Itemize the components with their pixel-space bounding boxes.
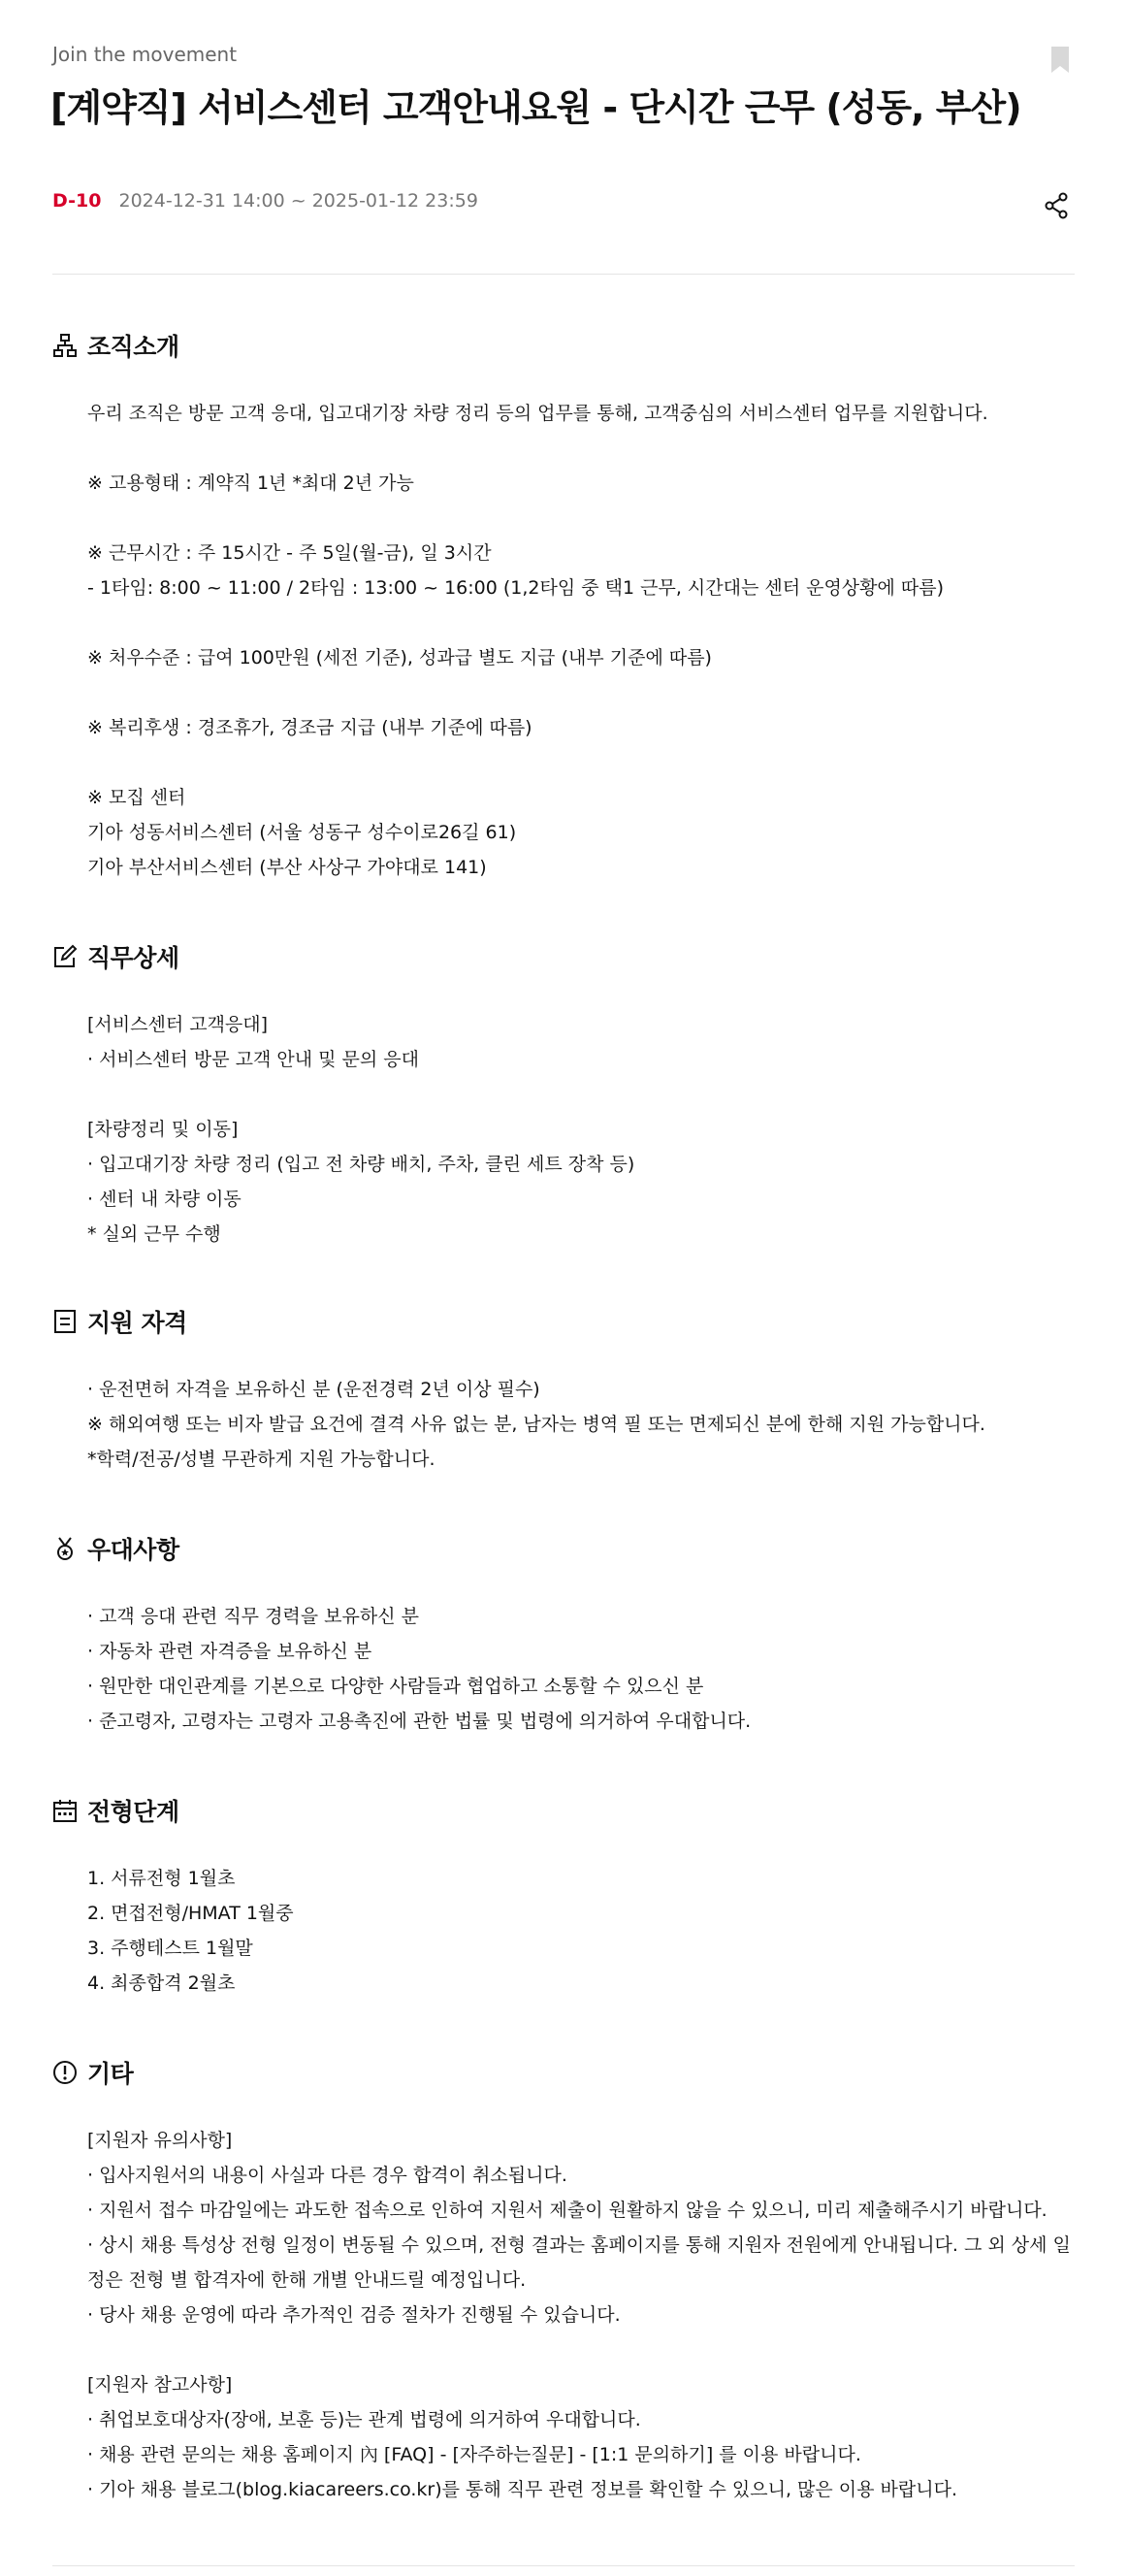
section-etc-body [87, 2123, 1077, 2507]
body-line: ※ 고용형태 : 계약직 1년 *최대 2년 가능 [87, 473, 414, 494]
info-icon [52, 2060, 78, 2085]
section-preference-body [87, 1599, 1077, 1739]
body-line [87, 605, 1077, 640]
body-line: · 원만한 대인관계를 기본으로 다양한 사람들과 협업하고 소통할 수 있으신 분 [87, 1676, 704, 1697]
body-line: ※ 해외여행 또는 비자 발급 요건에 결격 사유 없는 분, 남자는 병역 필 또는 면제되신 분에 한해 지원 가능합니다. [87, 1414, 985, 1435]
top-label: Join the movement [52, 43, 238, 66]
edit-icon [52, 944, 78, 969]
body-line: *학력/전공/성별 무관하게 지원 가능합니다. [87, 1449, 435, 1470]
section-title: 전형단계 [87, 1798, 179, 1826]
body-line [87, 501, 1077, 536]
body-line: · 서비스센터 방문 고객 안내 및 문의 응대 [87, 1049, 419, 1070]
body-line: ※ 처우수준 : 급여 100만원 (세전 기준), 성과급 별도 지급 (내부 기준에 따름) [87, 647, 712, 668]
calendar-icon [52, 1798, 78, 1823]
body-line: · 채용 관련 문의는 채용 홈페이지 內 [FAQ] - [자주하는질문] - [1:1 문의하기] 를 이용 바랍니다. [87, 2444, 861, 2465]
body-line: 1. 서류전형 1월초 [87, 1868, 236, 1889]
body-line: · 입고대기장 차량 정리 (입고 전 차량 배치, 주차, 클린 세트 장착 등) [87, 1154, 635, 1175]
application-period: 2024-12-31 14:00 ~ 2025-01-12 23:59 [118, 190, 478, 212]
body-line: · 자동차 관련 자격증을 보유하신 분 [87, 1641, 372, 1662]
body-line [87, 745, 1077, 780]
body-line: · 운전면허 자격을 보유하신 분 (운전경력 2년 이상 필수) [87, 1379, 540, 1400]
dday-badge: D-10 [52, 190, 102, 212]
share-icon[interactable] [1044, 192, 1069, 219]
section-org-intro-header [52, 328, 179, 363]
section-etc-header [52, 2055, 133, 2090]
body-line: · 준고령자, 고령자는 고령자 고용촉진에 관한 법률 및 법령에 의거하여 우대합니다. [87, 1711, 752, 1732]
body-line: · 입사지원서의 내용이 사실과 다른 경우 합격이 취소됩니다. [87, 2165, 567, 2186]
section-title: 직무상세 [87, 944, 179, 972]
section-org-intro-body [87, 396, 1077, 885]
body-line: · 당사 채용 운영에 따라 추가적인 검증 절차가 진행될 수 있습니다. [87, 2304, 621, 2326]
document-icon [52, 1309, 78, 1334]
body-line: · 취업보호대상자(장애, 보훈 등)는 관계 법령에 의거하여 우대합니다. [87, 2409, 641, 2430]
body-line: · 지원서 접수 마감일에는 과도한 접속으로 인하여 지원서 제출이 원활하지 않을 수 있으니, 미리 제출해주시기 바랍니다. [87, 2200, 1047, 2221]
page-title: [계약직] 서비스센터 고객안내요원 - 단시간 근무 (성동, 부산) [50, 86, 1021, 129]
body-line: · 고객 응대 관련 직무 경력을 보유하신 분 [87, 1606, 419, 1627]
posting-meta [52, 190, 478, 212]
bookmark-icon[interactable] [1049, 47, 1071, 74]
body-line: [지원자 참고사항] [87, 2374, 233, 2396]
body-line [87, 2332, 1077, 2367]
body-line: ※ 모집 센터 [87, 787, 186, 808]
body-line [87, 675, 1077, 710]
section-process-header [52, 1793, 179, 1828]
section-process-body [87, 1861, 1077, 2001]
footer-divider [52, 2565, 1075, 2566]
body-line: · 상시 채용 특성상 전형 일정이 변동될 수 있으며, 전형 결과는 홈페이지를 통해 지원자 전원에게 안내됩니다. 그 외 상세 일정은 전형 별 합격자에 한해 개별 안내드릴 예정입니다. [87, 2234, 1071, 2291]
body-line: [서비스센터 고객응대] [87, 1014, 269, 1035]
body-line: · 기아 채용 블로그(blog.kiacareers.co.kr)를 통해 직무 관련 정보를 확인할 수 있으니, 많은 이용 바랍니다. [87, 2479, 957, 2500]
medal-icon [52, 1536, 78, 1561]
body-line: 기아 성동서비스센터 (서울 성동구 성수이로26길 61) [87, 822, 517, 843]
body-line: 2. 면접전형/HMAT 1월중 [87, 1903, 294, 1924]
body-line: · 센터 내 차량 이동 [87, 1189, 242, 1210]
body-line: 우리 조직은 방문 고객 응대, 입고대기장 차량 정리 등의 업무를 통해, 고객중심의 서비스센터 업무를 지원합니다. [87, 403, 988, 424]
section-qualification-body [87, 1372, 1077, 1477]
header-divider [52, 274, 1075, 275]
section-title: 우대사항 [87, 1536, 179, 1564]
org-chart-icon [52, 333, 78, 358]
body-line: [지원자 유의사항] [87, 2130, 233, 2151]
body-line: 기아 부산서비스센터 (부산 사상구 가야대로 141) [87, 857, 487, 878]
body-line: [차량정리 및 이동] [87, 1119, 239, 1140]
section-title: 기타 [87, 2060, 134, 2088]
body-line: - 1타임: 8:00 ~ 11:00 / 2타임 : 13:00 ~ 16:00 (1,2타임 중 택1 근무, 시간대는 센터 운영상황에 따름) [87, 577, 945, 599]
body-line: * 실외 근무 수행 [87, 1223, 221, 1245]
body-line: 4. 최종합격 2월초 [87, 1973, 236, 1994]
body-line [87, 1077, 1077, 1112]
body-line [87, 431, 1077, 466]
body-line: ※ 근무시간 : 주 15시간 - 주 5일(월-금), 일 3시간 [87, 542, 492, 564]
section-job-detail-header [52, 939, 179, 974]
section-title: 조직소개 [87, 333, 179, 361]
section-title: 지원 자격 [87, 1309, 187, 1337]
section-job-detail-body [87, 1007, 1077, 1252]
section-qualification-header [52, 1304, 187, 1339]
body-line: 3. 주행테스트 1월말 [87, 1938, 253, 1959]
section-preference-header [52, 1531, 179, 1566]
body-line: ※ 복리후생 : 경조휴가, 경조금 지급 (내부 기준에 따름) [87, 717, 532, 738]
